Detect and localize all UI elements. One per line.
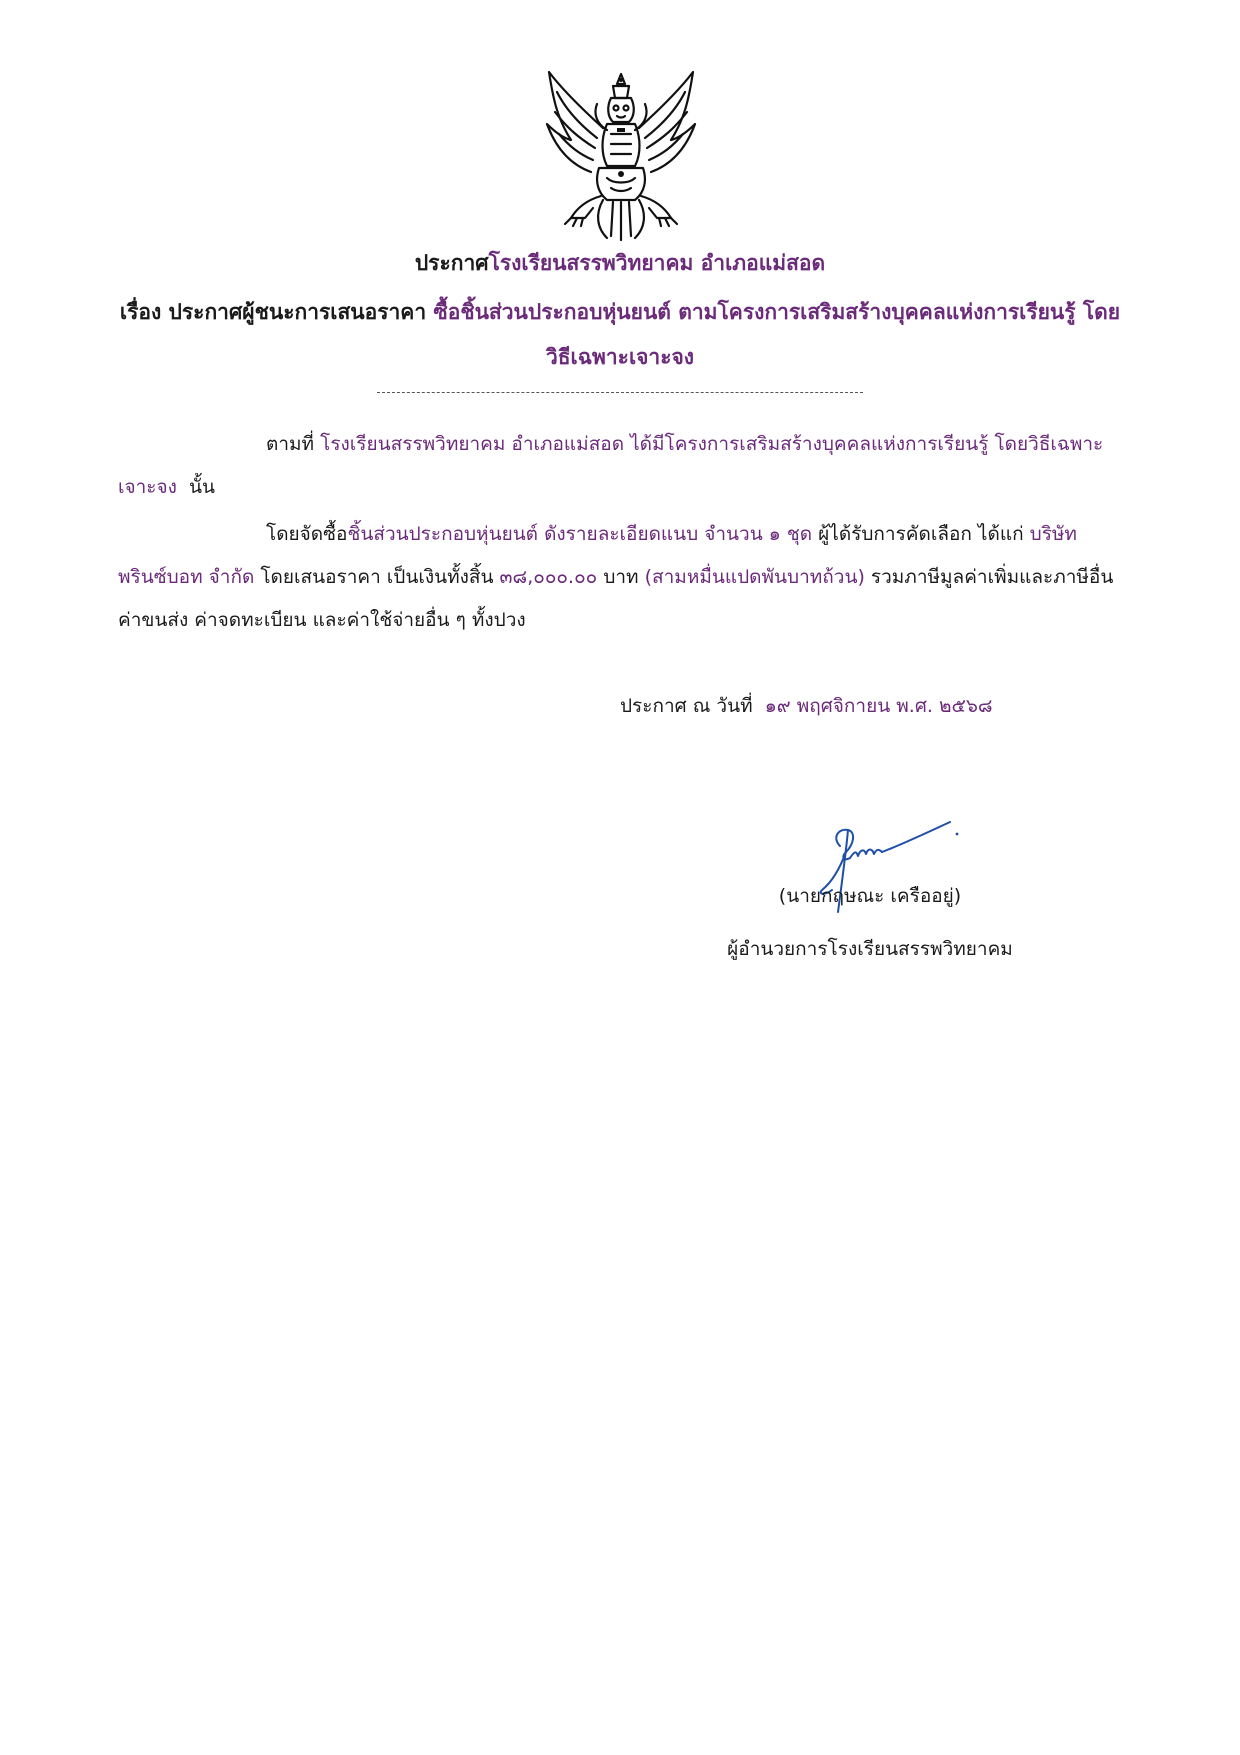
p2-offer: โดยเสนอราคา เป็นเงินทั้งสิ้น xyxy=(260,566,494,588)
announcement-title xyxy=(0,249,1240,277)
p1-project: ได้มีโครงการเสริมสร้างบุคคลแห่งการเรียนรู้ โดยวิธีเฉพาะเจาะจง xyxy=(118,433,1104,498)
signatory-position: ผู้อำนวยการโรงเรียนสรรพวิทยาคม xyxy=(727,938,1013,960)
title-org: โรงเรียนสรรพวิทยาคม อำเภอแม่สอด xyxy=(488,251,826,275)
p2-company: บริษัท พรินซ์บอท จำกัด xyxy=(118,523,1077,588)
subject-item: ซื้อชิ้นส่วนประกอบหุ่นยนต์ ตามโครงการเสริมสร้างบุคคลแห่งการเรียนรู้ โดยวิธีเฉพาะเจาะจง xyxy=(433,300,1121,369)
date-label: ประกาศ ณ วันที่ xyxy=(620,695,753,717)
announcement-subject xyxy=(118,290,1122,380)
p2-amount-words: (สามหมื่นแปดพันบาทถ้วน) xyxy=(644,566,865,588)
subject-label: เรื่อง ประกาศผู้ชนะการเสนอราคา xyxy=(119,300,427,324)
p1-org: โรงเรียนสรรพวิทยาคม อำเภอแม่สอด xyxy=(320,433,625,455)
divider-line xyxy=(377,392,863,393)
p2-currency: บาท xyxy=(603,566,639,588)
paragraph-2 xyxy=(118,513,1120,642)
p2-selected: ผู้ได้รับการคัดเลือก ได้แก่ xyxy=(818,523,1024,545)
p1-lead: ตามที่ xyxy=(266,433,315,455)
p1-end: นั้น xyxy=(189,476,215,498)
p2-item: ชิ้นส่วนประกอบหุ่นยนต์ ดังรายละเอียดแนบ จำนวน ๑ ชุด xyxy=(347,523,813,545)
p2-lead: โดยจัดซื้อ xyxy=(266,523,348,545)
title-prefix: ประกาศ xyxy=(414,251,489,275)
signatory-name: (นายกฤษณะ เครืออยู่) xyxy=(778,885,962,907)
p2-amount: ๓๘,๐๐๐.๐๐ xyxy=(499,566,598,588)
p2-tail: รวมภาษีมูลค่าเพิ่มและภาษีอื่น ค่าขนส่ง ค่าจดทะเบียน และค่าใช้จ่ายอื่น ๆ ทั้งปวง xyxy=(118,566,1114,631)
garuda-emblem-icon xyxy=(540,68,702,244)
date-value: ๑๙ พฤศจิกายน พ.ศ. ๒๕๖๘ xyxy=(764,695,993,717)
announcement-date xyxy=(620,692,993,720)
paragraph-1 xyxy=(118,423,1120,509)
